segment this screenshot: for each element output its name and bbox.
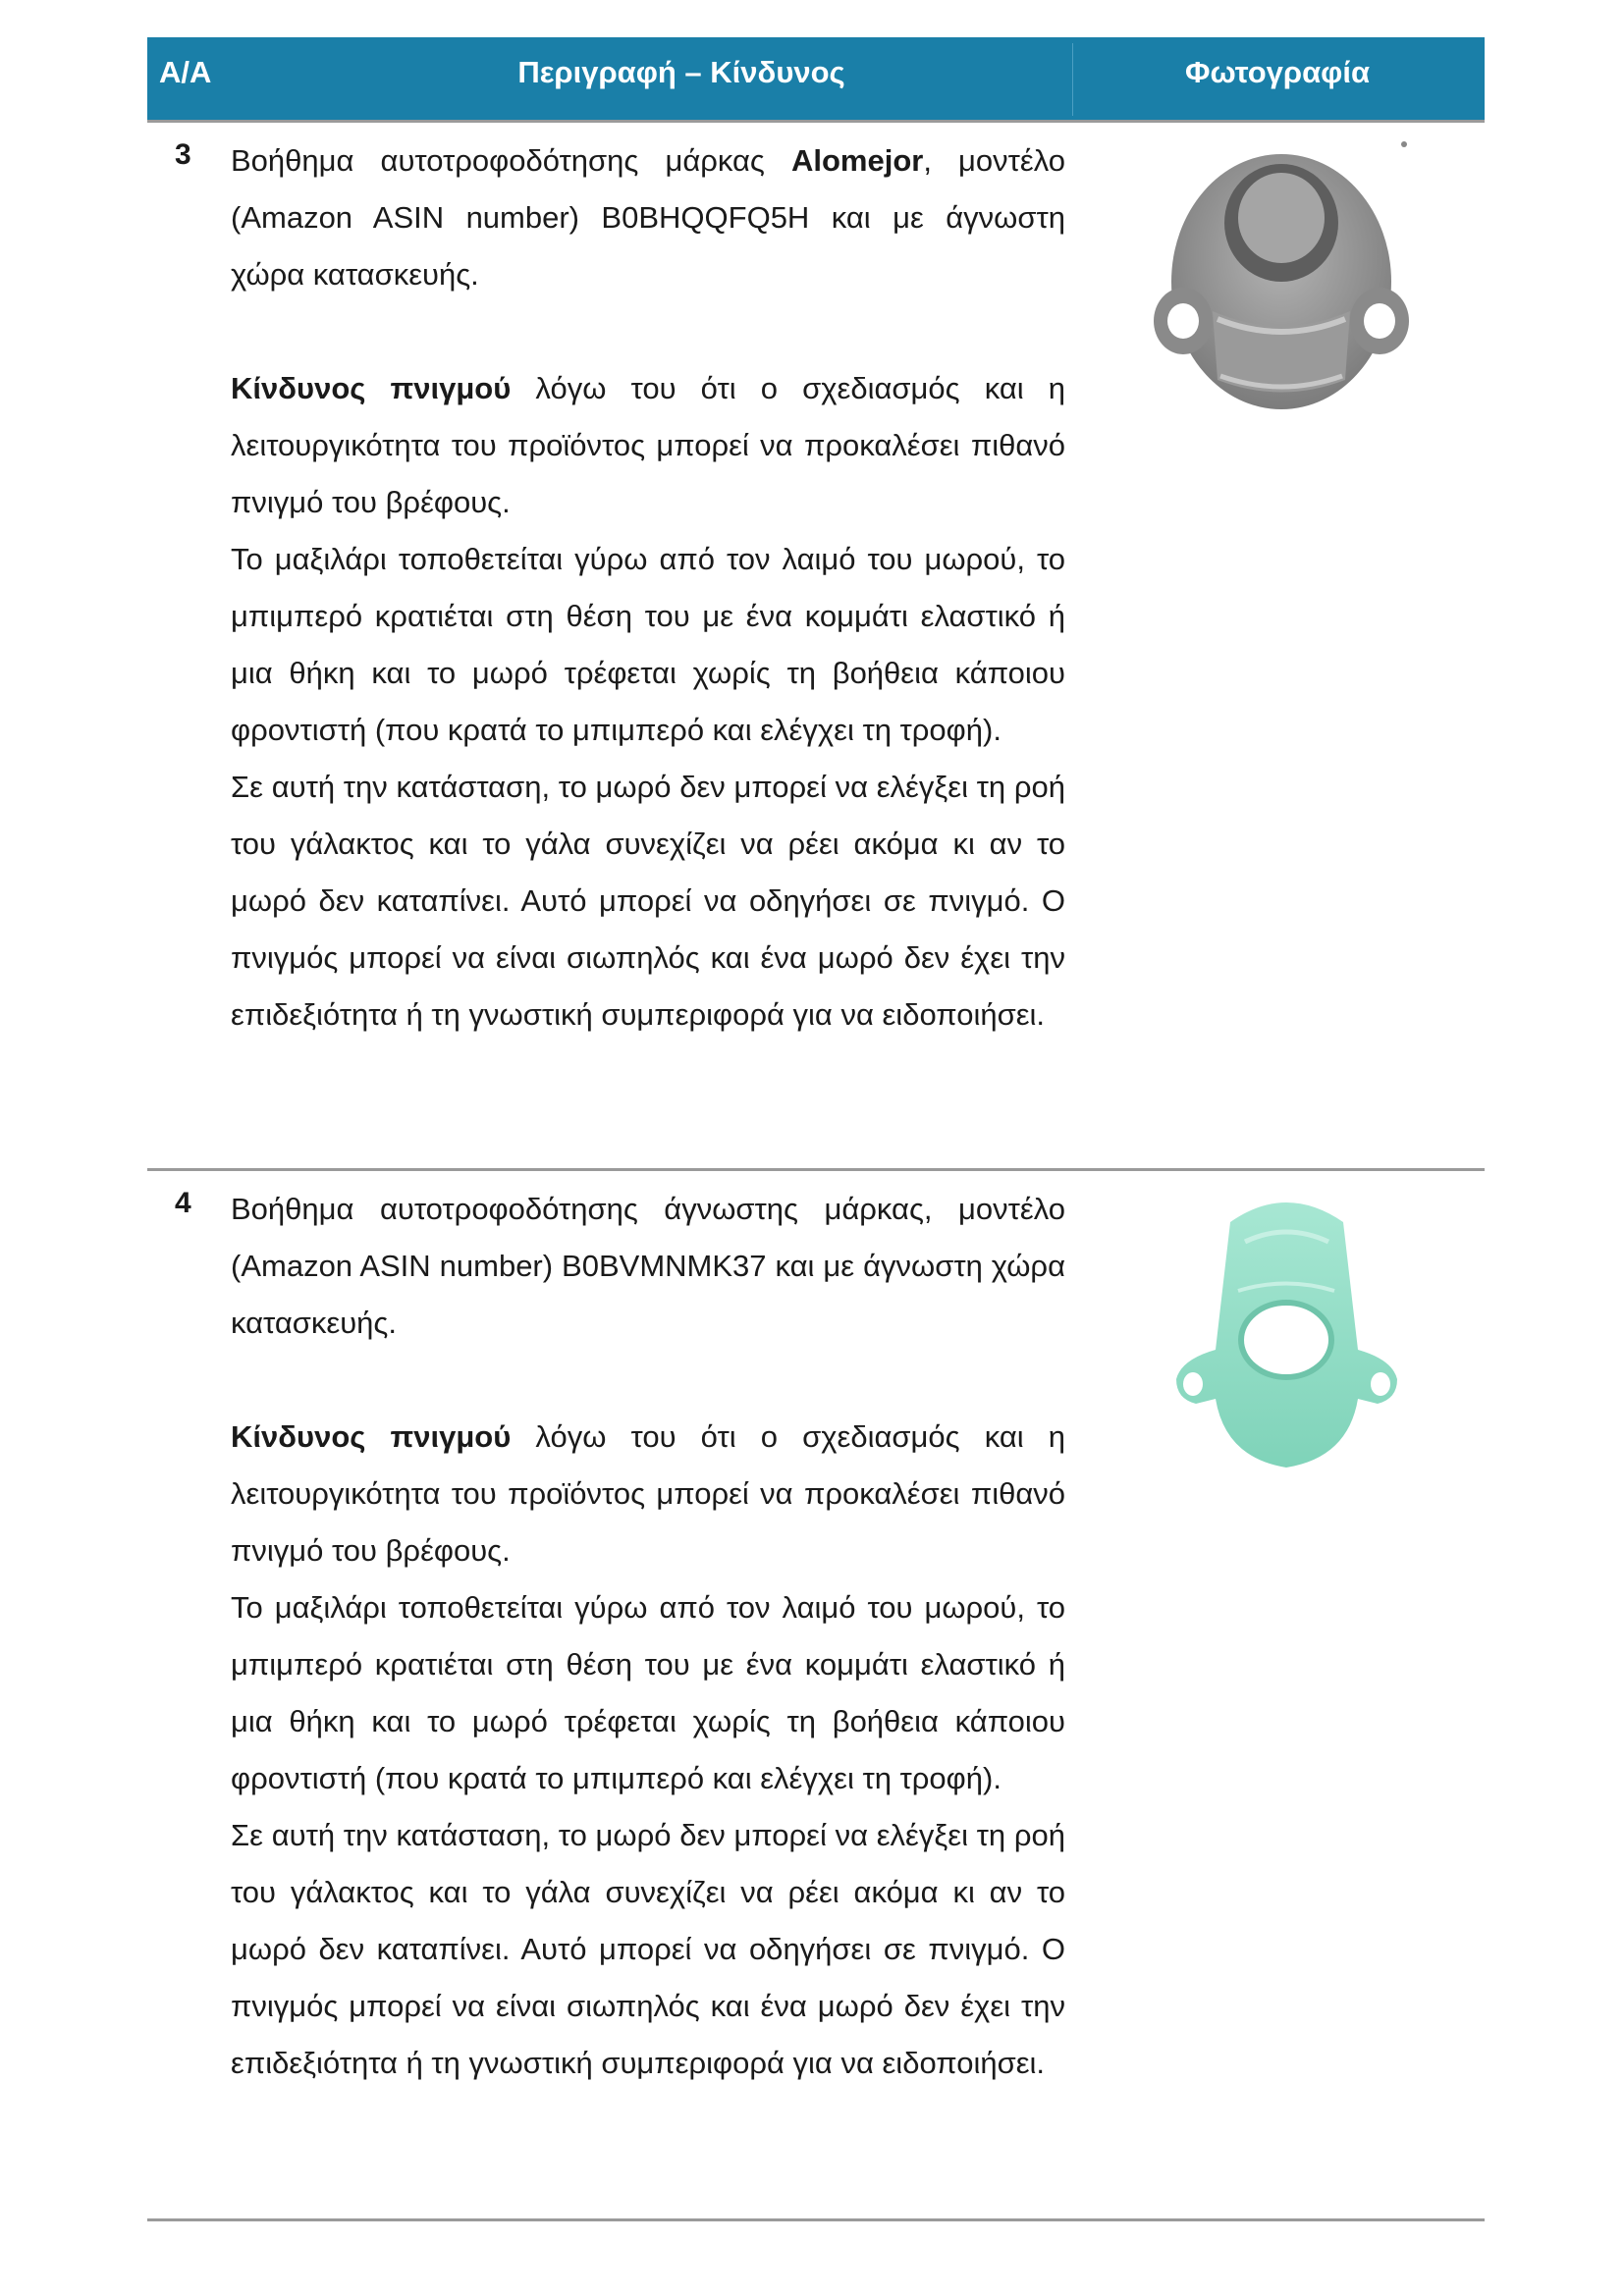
header-photo: Φωτογραφία (1185, 55, 1370, 89)
consequence-paragraph: Σε αυτή την κατάσταση, το μωρό δεν μπορεί να ελέγξει τη ροή του γάλακτος και το γάλα συνεχίζει να ρέει ακόμα κι αν το μωρό δεν καταπίνει. Αυτό μπορεί να οδηγήσει σε πνιγμό. Ο πνιγμός μπορεί να είναι σιωπηλός και ένα μωρό δεν έχει την επιδεξιότητα ή τη γνωστική συμπεριφορά για να ειδοποιήσει. (231, 1818, 1065, 2080)
risk-label: Κίνδυνος πνιγμού (231, 371, 512, 405)
consequence-paragraph: Σε αυτή την κατάσταση, το μωρό δεν μπορεί να ελέγξει τη ροή του γάλακτος και το γάλα συνεχίζει να ρέει ακόμα κι αν το μωρό δεν καταπίνει. Αυτό μπορεί να οδηγήσει σε πνιγμό. Ο πνιγμός μπορεί να είναι σιωπηλός και ένα μωρό δεν έχει την επιδεξιότητα ή τη γνωστική συμπεριφορά για να ειδοποιήσει. (231, 770, 1065, 1032)
header-number: Α/Α (159, 55, 212, 89)
header-description: Περιγραφή – Κίνδυνος (517, 55, 845, 89)
brand-name: Alomejor (790, 143, 924, 178)
table-row (147, 123, 1485, 1171)
product-table (147, 37, 1485, 2221)
risk-paragraph: Κίνδυνος πνιγμού λόγω του ότι ο σχεδιασμός και η λειτουργικότητα του προϊόντος μπορεί να προκαλέσει πιθανό πνιγμό του βρέφους. (231, 1419, 1065, 1568)
product-intro: Βοήθημα αυτοτροφοδότησης άγνωστης μάρκας, μοντέλο (Amazon ASIN number) B0BVMNMK37 και με άγνωστη χώρα κατασκευής. (231, 1192, 1065, 1340)
risk-paragraph: Κίνδυνος πνιγμού λόγω του ότι ο σχεδιασμός και η λειτουργικότητα του προϊόντος μπορεί να προκαλέσει πιθανό πνιγμό του βρέφους. (231, 371, 1065, 519)
mechanism-paragraph: Το μαξιλάρι τοποθετείται γύρω από τον λαιμό του μωρού, το μπιμπερό κρατιέται στη θέση του με ένα κομμάτι ελαστικό ή μια θήκη και το μωρό τρέφεται χωρίς τη βοήθεια κάποιου φροντιστή (που κρατά το μπιμπερό και ελέγχει τη τροφή). (231, 1590, 1065, 1795)
table-header (147, 37, 1485, 123)
mechanism-paragraph: Το μαξιλάρι τοποθετείται γύρω από τον λαιμό του μωρού, το μπιμπερό κρατιέται στη θέση του με ένα κομμάτι ελαστικό ή μια θήκη και το μωρό τρέφεται χωρίς τη βοήθεια κάποιου φροντιστή (που κρατά το μπιμπερό και ελέγχει τη τροφή). (231, 542, 1065, 747)
grey-feeding-pillow-photo (1144, 134, 1429, 429)
risk-label: Κίνδυνος πνιγμού (231, 1419, 512, 1454)
row-number: 3 (175, 138, 191, 171)
row-description (231, 1181, 1065, 2092)
product-intro: Βοήθημα αυτοτροφοδότησης μάρκας Alomejor, μοντέλο (Amazon ASIN number) B0BHQQFQ5H και με άγνωστη χώρα κατασκευής. (231, 143, 1065, 292)
row-description (231, 133, 1065, 1043)
mint-feeding-pillow-photo (1152, 1183, 1422, 1477)
row-number: 4 (175, 1187, 191, 1219)
table-row (147, 1171, 1485, 2221)
